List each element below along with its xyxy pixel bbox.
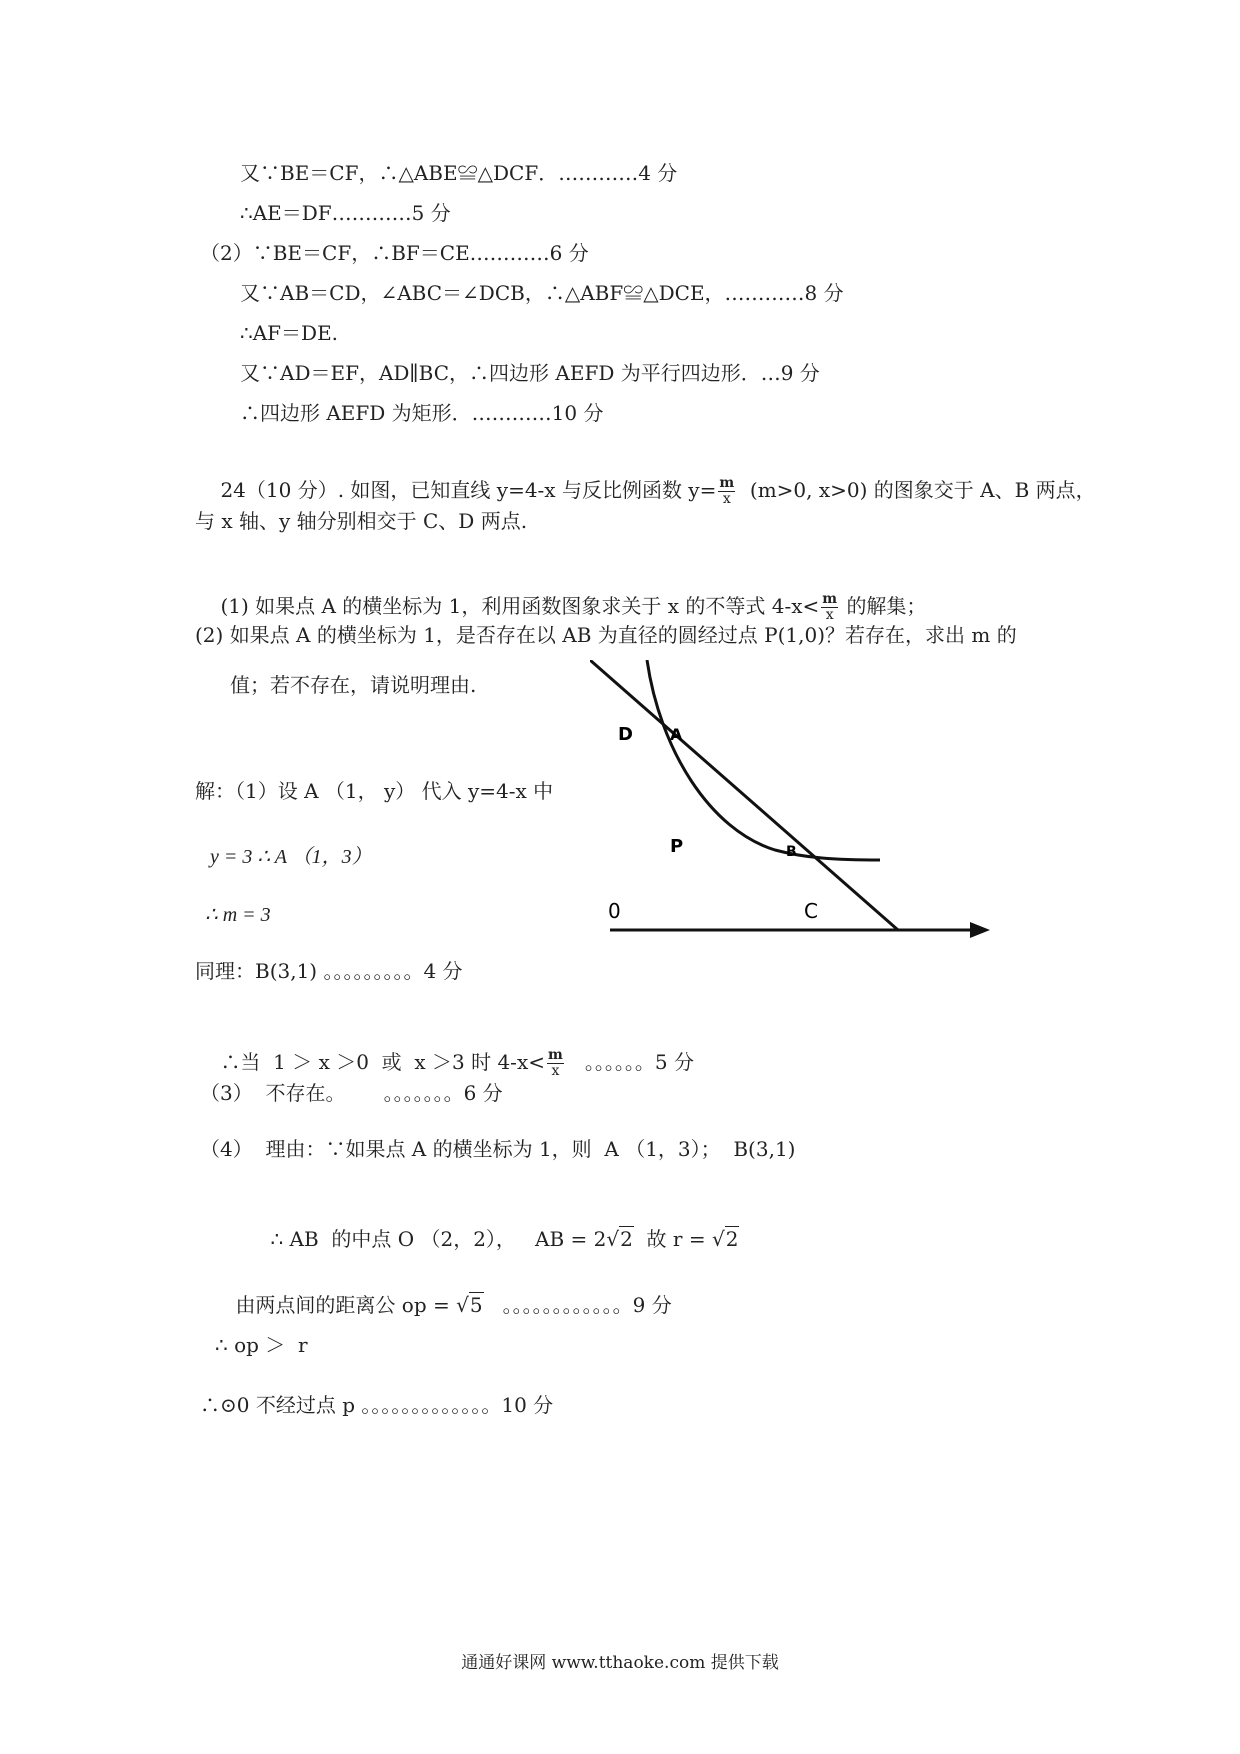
fraction-denominator: x (722, 491, 731, 507)
solution-line-8-text-a: ∴ AB 的中点 O （2，2）， AB = 2 (270, 1227, 607, 1251)
proof-line-5: ∴AF＝DE. (240, 321, 339, 345)
problem-text-b: (m>0, x>0) 的图象交于 A、B 两点， (749, 478, 1096, 502)
proof-line-6: 又∵AD＝EF，AD∥BC，∴四边形 AEFD 为平行四边形．…9 分 (240, 361, 820, 385)
label-a: A (670, 725, 683, 744)
solution-line-10: ∴ op ＞ r (215, 1333, 308, 1357)
question-1-text-b: 的解集； (846, 594, 927, 618)
proof-line-4: 又∵AB＝CD，∠ABC＝∠DCB，∴△ABF≌△DCE，…………8 分 (240, 281, 844, 305)
solution-line-3: ∴ m = 3 (205, 904, 271, 926)
fraction-denominator: x (551, 1063, 560, 1079)
fraction-numerator: m (719, 475, 735, 491)
solution-line-1: 解：（1）设 A （1， y） 代入 y=4-x 中 (195, 779, 554, 803)
label-d: D (618, 724, 633, 745)
hyperbola-curve (647, 660, 880, 860)
question-1-text-a: (1) 如果点 A 的横坐标为 1，利用函数图象求关于 x 的不等式 4-x< (220, 594, 820, 618)
fraction-m-over-x (547, 1048, 564, 1079)
fraction-denominator: x (825, 607, 834, 623)
function-graph-figure (590, 660, 1000, 950)
solution-line-11: ∴⊙0 不经过点 p 。。。。。。。。。。。。。10 分 (200, 1393, 554, 1417)
question-2: (2) 如果点 A 的横坐标为 1，是否存在以 AB 为直径的圆经过点 P(1,0)？若存在，求出 m 的 (195, 623, 1017, 647)
label-origin: 0 (608, 899, 621, 923)
problem-statement-line-2: 与 x 轴、y 轴分别相交于 C、D 两点. (195, 509, 528, 533)
square-root-symbol: √2 (606, 1227, 633, 1251)
label-b: B (786, 844, 797, 860)
radicand: 2 (620, 1227, 633, 1251)
label-p: P (670, 836, 684, 857)
problem-text-a: 24（10 分）. 如图，已知直线 y=4-x 与反比例函数 y= (220, 478, 717, 502)
solution-line-6: （3） 不存在。 。。。。。。。6 分 (200, 1081, 503, 1105)
radicand: 5 (469, 1293, 483, 1317)
proof-line-7: ∴四边形 AEFD 为矩形．…………10 分 (240, 401, 604, 425)
solution-line-9-text-b: 。。。。。。。。。。。。9 分 (483, 1293, 672, 1317)
radicand: 2 (725, 1227, 739, 1251)
line-y-equals-4-minus-x (590, 660, 898, 930)
fraction-m-over-x (821, 592, 838, 623)
solution-line-7: （4） 理由：∵如果点 A 的横坐标为 1，则 A （1，3）； B(3,1) (200, 1137, 796, 1161)
fraction-numerator: m (822, 591, 838, 607)
fraction-numerator: m (547, 1047, 563, 1063)
square-root-symbol: √5 (456, 1293, 483, 1317)
square-root-symbol: √2 (711, 1227, 739, 1251)
page-footer: 通通好课网 www.tthaoke.com 提供下载 (461, 1653, 779, 1673)
fraction-m-over-x (718, 476, 735, 507)
label-c: C (804, 899, 818, 923)
proof-line-2: ∴AE＝DF…………5 分 (240, 201, 451, 225)
proof-line-1: 又∵BE＝CF，∴△ABE≌△DCF．…………4 分 (240, 161, 678, 185)
solution-line-5-text-a: ∴当 1 ＞ x ＞0 或 x ＞3 时 4-x< (220, 1050, 545, 1074)
solution-line-8-text-b: 故 r = (633, 1227, 712, 1251)
x-axis-arrow (970, 922, 990, 938)
solution-line-4: 同理：B(3,1) 。。。。。。。。。4 分 (195, 959, 463, 983)
question-2-continued: 值；若不存在，请说明理由. (230, 673, 477, 697)
solution-line-5-text-b: 。。。。。。5 分 (584, 1050, 694, 1074)
solution-line-2: y = 3 ∴ A （1，3） (210, 846, 372, 868)
proof-line-3: （2）∵BE＝CF，∴BF＝CE…………6 分 (200, 241, 589, 265)
solution-line-9-text-a: 由两点间的距离公 op = (235, 1293, 457, 1317)
